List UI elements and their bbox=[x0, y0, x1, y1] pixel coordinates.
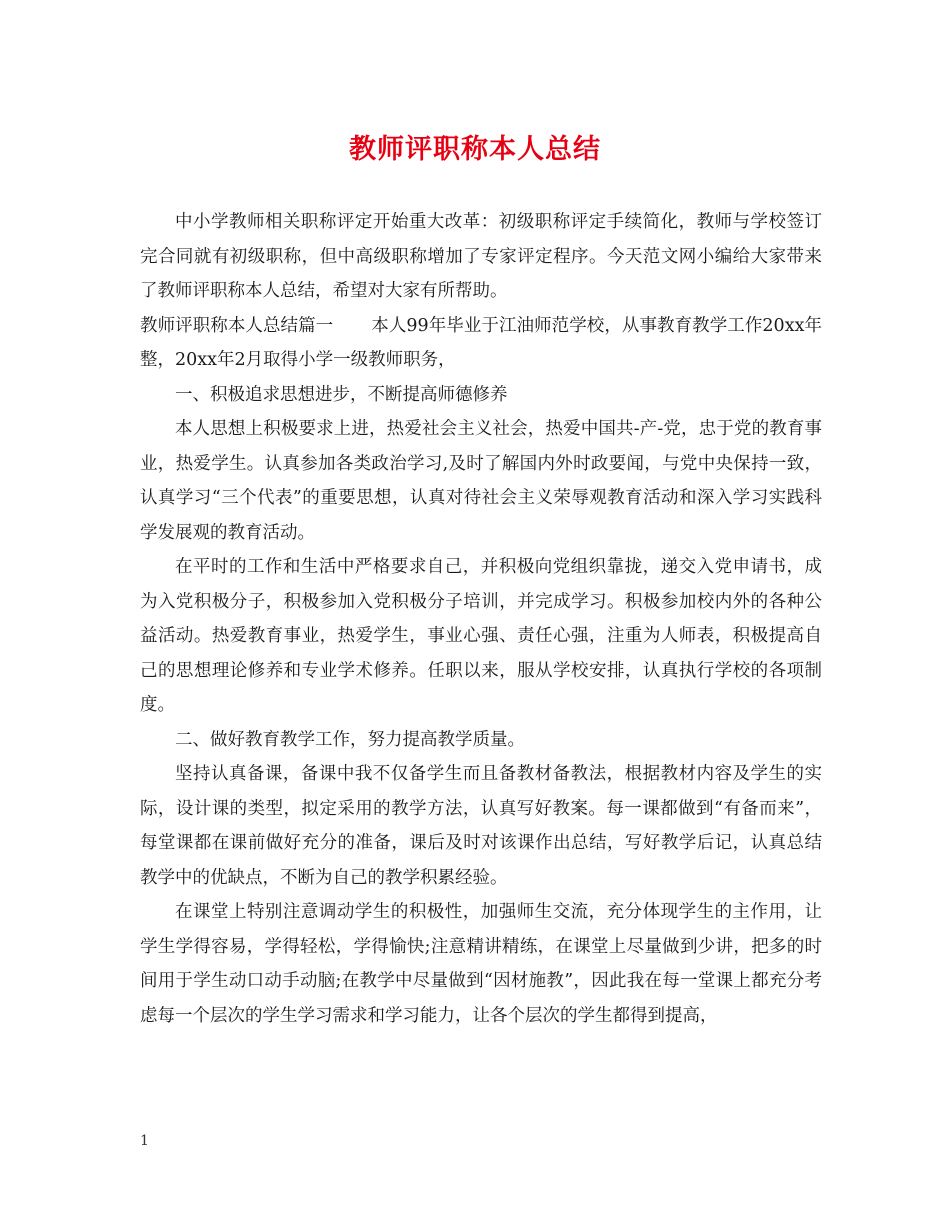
section-lead-text: 本人99年毕业于江油师范学校，从事教育教学工作20xx年整，20xx年2月取得小学一级教师职务， bbox=[140, 315, 822, 370]
section-lead-paragraph bbox=[140, 309, 822, 378]
intro-paragraph: 中小学教师相关职称评定开始重大改革：初级职称评定手续简化，教师与学校签订完合同就有初级职称，但中高级职称增加了专家评定程序。今天范文网小编给大家带来了教师评职称本人总结，希望对大家有所帮助。 bbox=[140, 212, 822, 301]
paragraph-1: 本人思想上积极要求上进，热爱社会主义社会，热爱中国共-产-党，忠于党的教育事业，热爱学生。认真参加各类政治学习,及时了解国内外时政要闻，与党中央保持一致，认真学习“三个代表”的重要思想，认真对待社会主义荣辱观教育活动和深入学习实践科学发展观的教育活动。 bbox=[140, 419, 822, 543]
document-body bbox=[140, 205, 822, 1033]
heading-2: 二、做好教育教学工作，努力提高教学质量。 bbox=[175, 729, 525, 750]
paragraph-4: 在课堂上特别注意调动学生的积极性，加强师生交流，充分体现学生的主作用，让学生学得容易，学得轻松，学得愉快;注意精讲精练，在课堂上尽量做到少讲，把多的时间用于学生动口动手动脑;在教学中尽量做到“因材施教”，因此我在每一堂课上都充分考虑每一个层次的学生学习需求和学习能力，让各个层次的学生都得到提高， bbox=[140, 902, 822, 1026]
paragraph-3: 坚持认真备课，备课中我不仅备学生而且备教材备教法，根据教材内容及学生的实际，设计课的类型，拟定采用的教学方法，认真写好教案。每一课都做到“有备而来”，每堂课都在课前做好充分的准备，课后及时对该课作出总结，写好教学后记，认真总结教学中的优缺点，不断为自己的教学积累经验。 bbox=[140, 764, 822, 888]
heading-1: 一、积极追求思想进步，不断提高师德修养 bbox=[175, 384, 508, 405]
section-label: 教师评职称本人总结篇一 bbox=[140, 315, 334, 336]
page-number: 1 bbox=[140, 1133, 149, 1149]
document-title: 教师评职称本人总结 bbox=[349, 134, 601, 165]
paragraph-2: 在平时的工作和生活中严格要求自己，并积极向党组织靠拢，递交入党申请书，成为入党积极分子，积极参加入党积极分子培训，并完成学习。积极参加校内外的各种公益活动。热爱教育事业，热爱学生，事业心强、责任心强，注重为人师表，积极提高自己的思想理论修养和专业学术修养。任职以来，服从学校安排，认真执行学校的各项制度。 bbox=[140, 557, 822, 715]
